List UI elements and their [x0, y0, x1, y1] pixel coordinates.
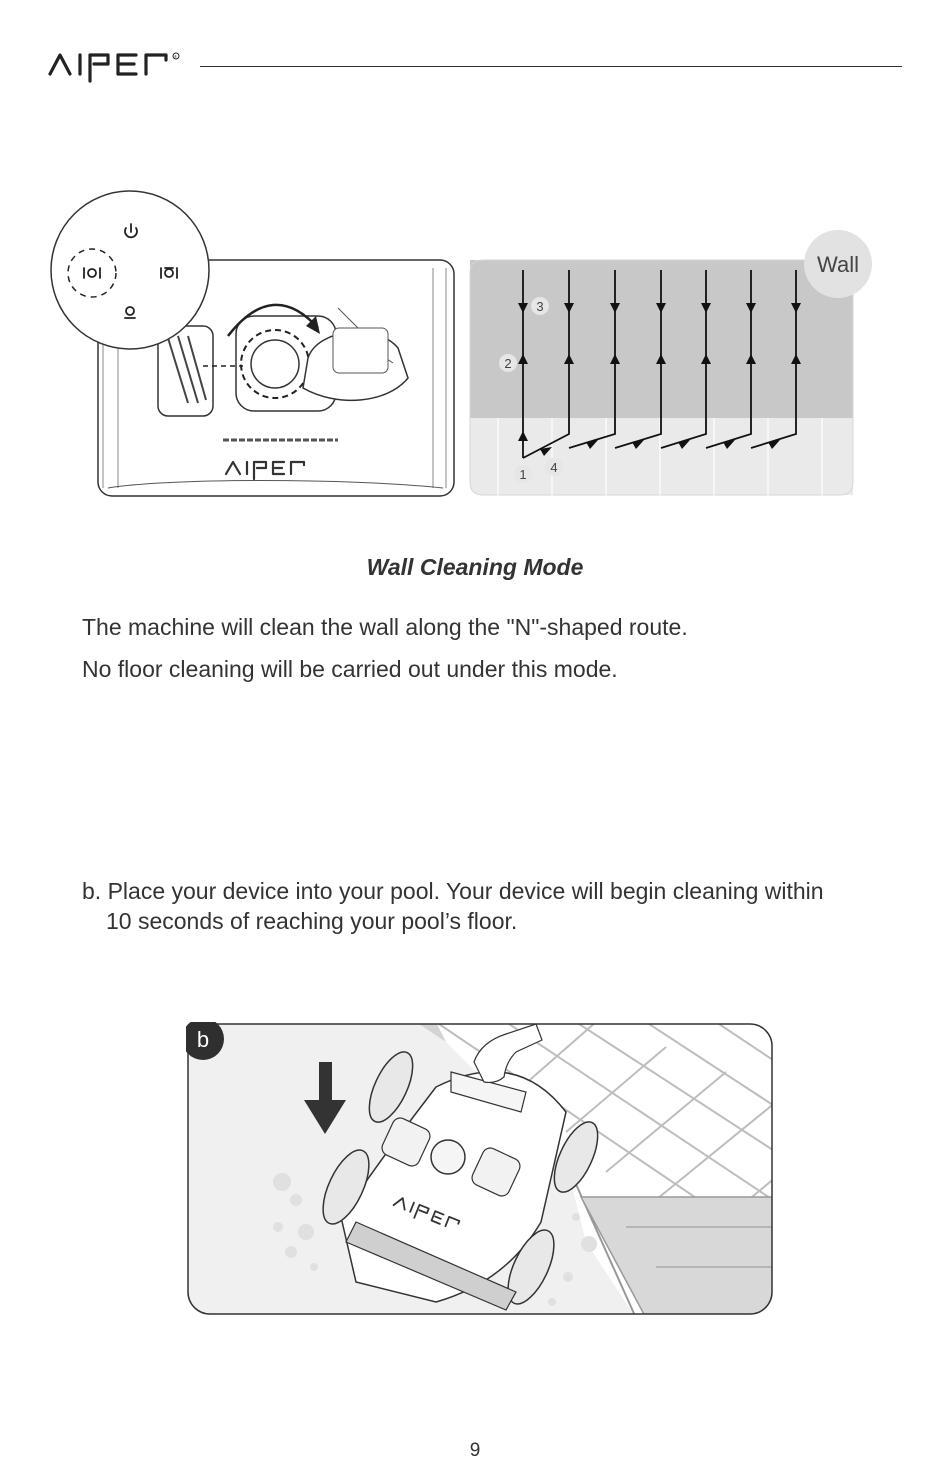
svg-text:®: ® — [174, 54, 177, 59]
aiper-logo — [48, 48, 188, 88]
page-number: 9 — [469, 1440, 481, 1461]
figure-b-badge: b — [196, 1027, 210, 1052]
pool-placement-illustration — [186, 1022, 776, 1318]
mode-title: Wall Cleaning Mode — [366, 554, 584, 580]
header-rule — [200, 66, 902, 67]
step-number-1: 1 — [519, 467, 527, 482]
mode-description-line-2: No floor cleaning will be carried out under this mode. — [82, 656, 618, 682]
step-number-2: 2 — [504, 356, 512, 371]
wall-label: Wall — [817, 252, 859, 277]
step-number-3: 3 — [536, 299, 544, 314]
wall-route-diagram — [468, 228, 908, 500]
step-b-line-1: b. Place your device into your pool. Your device will begin cleaning within — [82, 878, 824, 904]
control-panel-illustration — [48, 188, 460, 500]
step-b-line-2: 10 seconds of reaching your pool’s floor. — [106, 908, 518, 934]
step-number-4: 4 — [550, 460, 558, 475]
mode-description-line-1: The machine will clean the wall along the "N"-shaped route. — [82, 614, 688, 640]
